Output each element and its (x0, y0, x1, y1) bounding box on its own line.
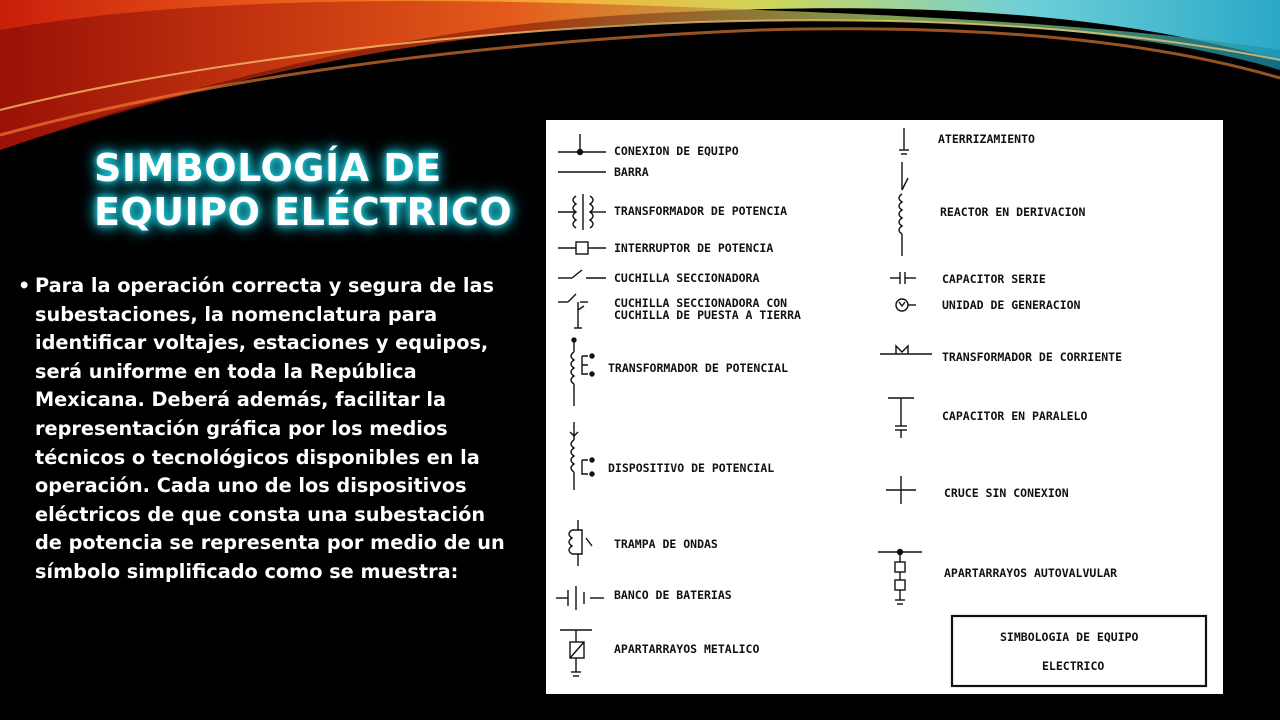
label-valve-arrester: APARTARRAYOS AUTOVALVULAR (944, 566, 1118, 580)
title-line-2: EQUIPO ELÉCTRICO (94, 190, 513, 234)
label-generation-unit: UNIDAD DE GENERACION (942, 298, 1081, 312)
label-disconnect-switch: CUCHILLA SECCIONADORA (614, 271, 760, 285)
label-metal-arrester: APARTARRAYOS METALICO (614, 642, 760, 656)
legend-box-line-2: ELECTRICO (1042, 659, 1105, 673)
label-wave-trap: TRAMPA DE ONDAS (614, 537, 718, 551)
label-grounding: ATERRIZAMIENTO (938, 132, 1035, 146)
legend-box-line-1: SIMBOLOGIA DE EQUIPO (1000, 630, 1139, 644)
label-potential-device: DISPOSITIVO DE POTENCIAL (608, 461, 775, 475)
label-power-transformer: TRANSFORMADOR DE POTENCIA (614, 204, 788, 218)
label-series-capacitor: CAPACITOR SERIE (942, 272, 1046, 286)
label-shunt-reactor: REACTOR EN DERIVACION (940, 205, 1086, 219)
label-battery-bank: BANCO DE BATERIAS (614, 588, 732, 602)
bullet-text: Para la operación correcta y segura de las subestaciones, la nomenclatura para identificar voltajes, estaciones y equipos, será uniforme en toda la República Mexicana. Deberá además, facilitar la representación gráfica por los medios técnicos o tecnológicos disponibles en la operación. Cada uno de los dispositivos eléctricos de que consta una subestación de potencia se representa por medio de un símbolo simplificado como se muestra: (35, 274, 505, 583)
label-grounded-disconnect-1: CUCHILLA SECCIONADORA CON (614, 296, 788, 310)
label-bus-bar: BARRA (614, 165, 649, 179)
label-current-transformer: TRANSFORMADOR DE CORRIENTE (942, 350, 1123, 364)
label-equipment-connection: CONEXION DE EQUIPO (614, 144, 739, 158)
title-line-1: SIMBOLOGÍA DE (94, 146, 442, 190)
label-crossing-no-connection: CRUCE SIN CONEXION (944, 486, 1069, 500)
electrical-symbols-figure (546, 120, 1223, 694)
label-grounded-disconnect-2: CUCHILLA DE PUESTA A TIERRA (614, 308, 801, 322)
label-power-breaker: INTERRUPTOR DE POTENCIA (614, 241, 774, 255)
label-potential-transformer: TRANSFORMADOR DE POTENCIAL (608, 361, 789, 375)
label-shunt-capacitor: CAPACITOR EN PARALELO (942, 409, 1088, 423)
bullet-paragraph (18, 272, 512, 587)
slide-title (94, 146, 514, 234)
bullet-marker: • (18, 274, 31, 297)
